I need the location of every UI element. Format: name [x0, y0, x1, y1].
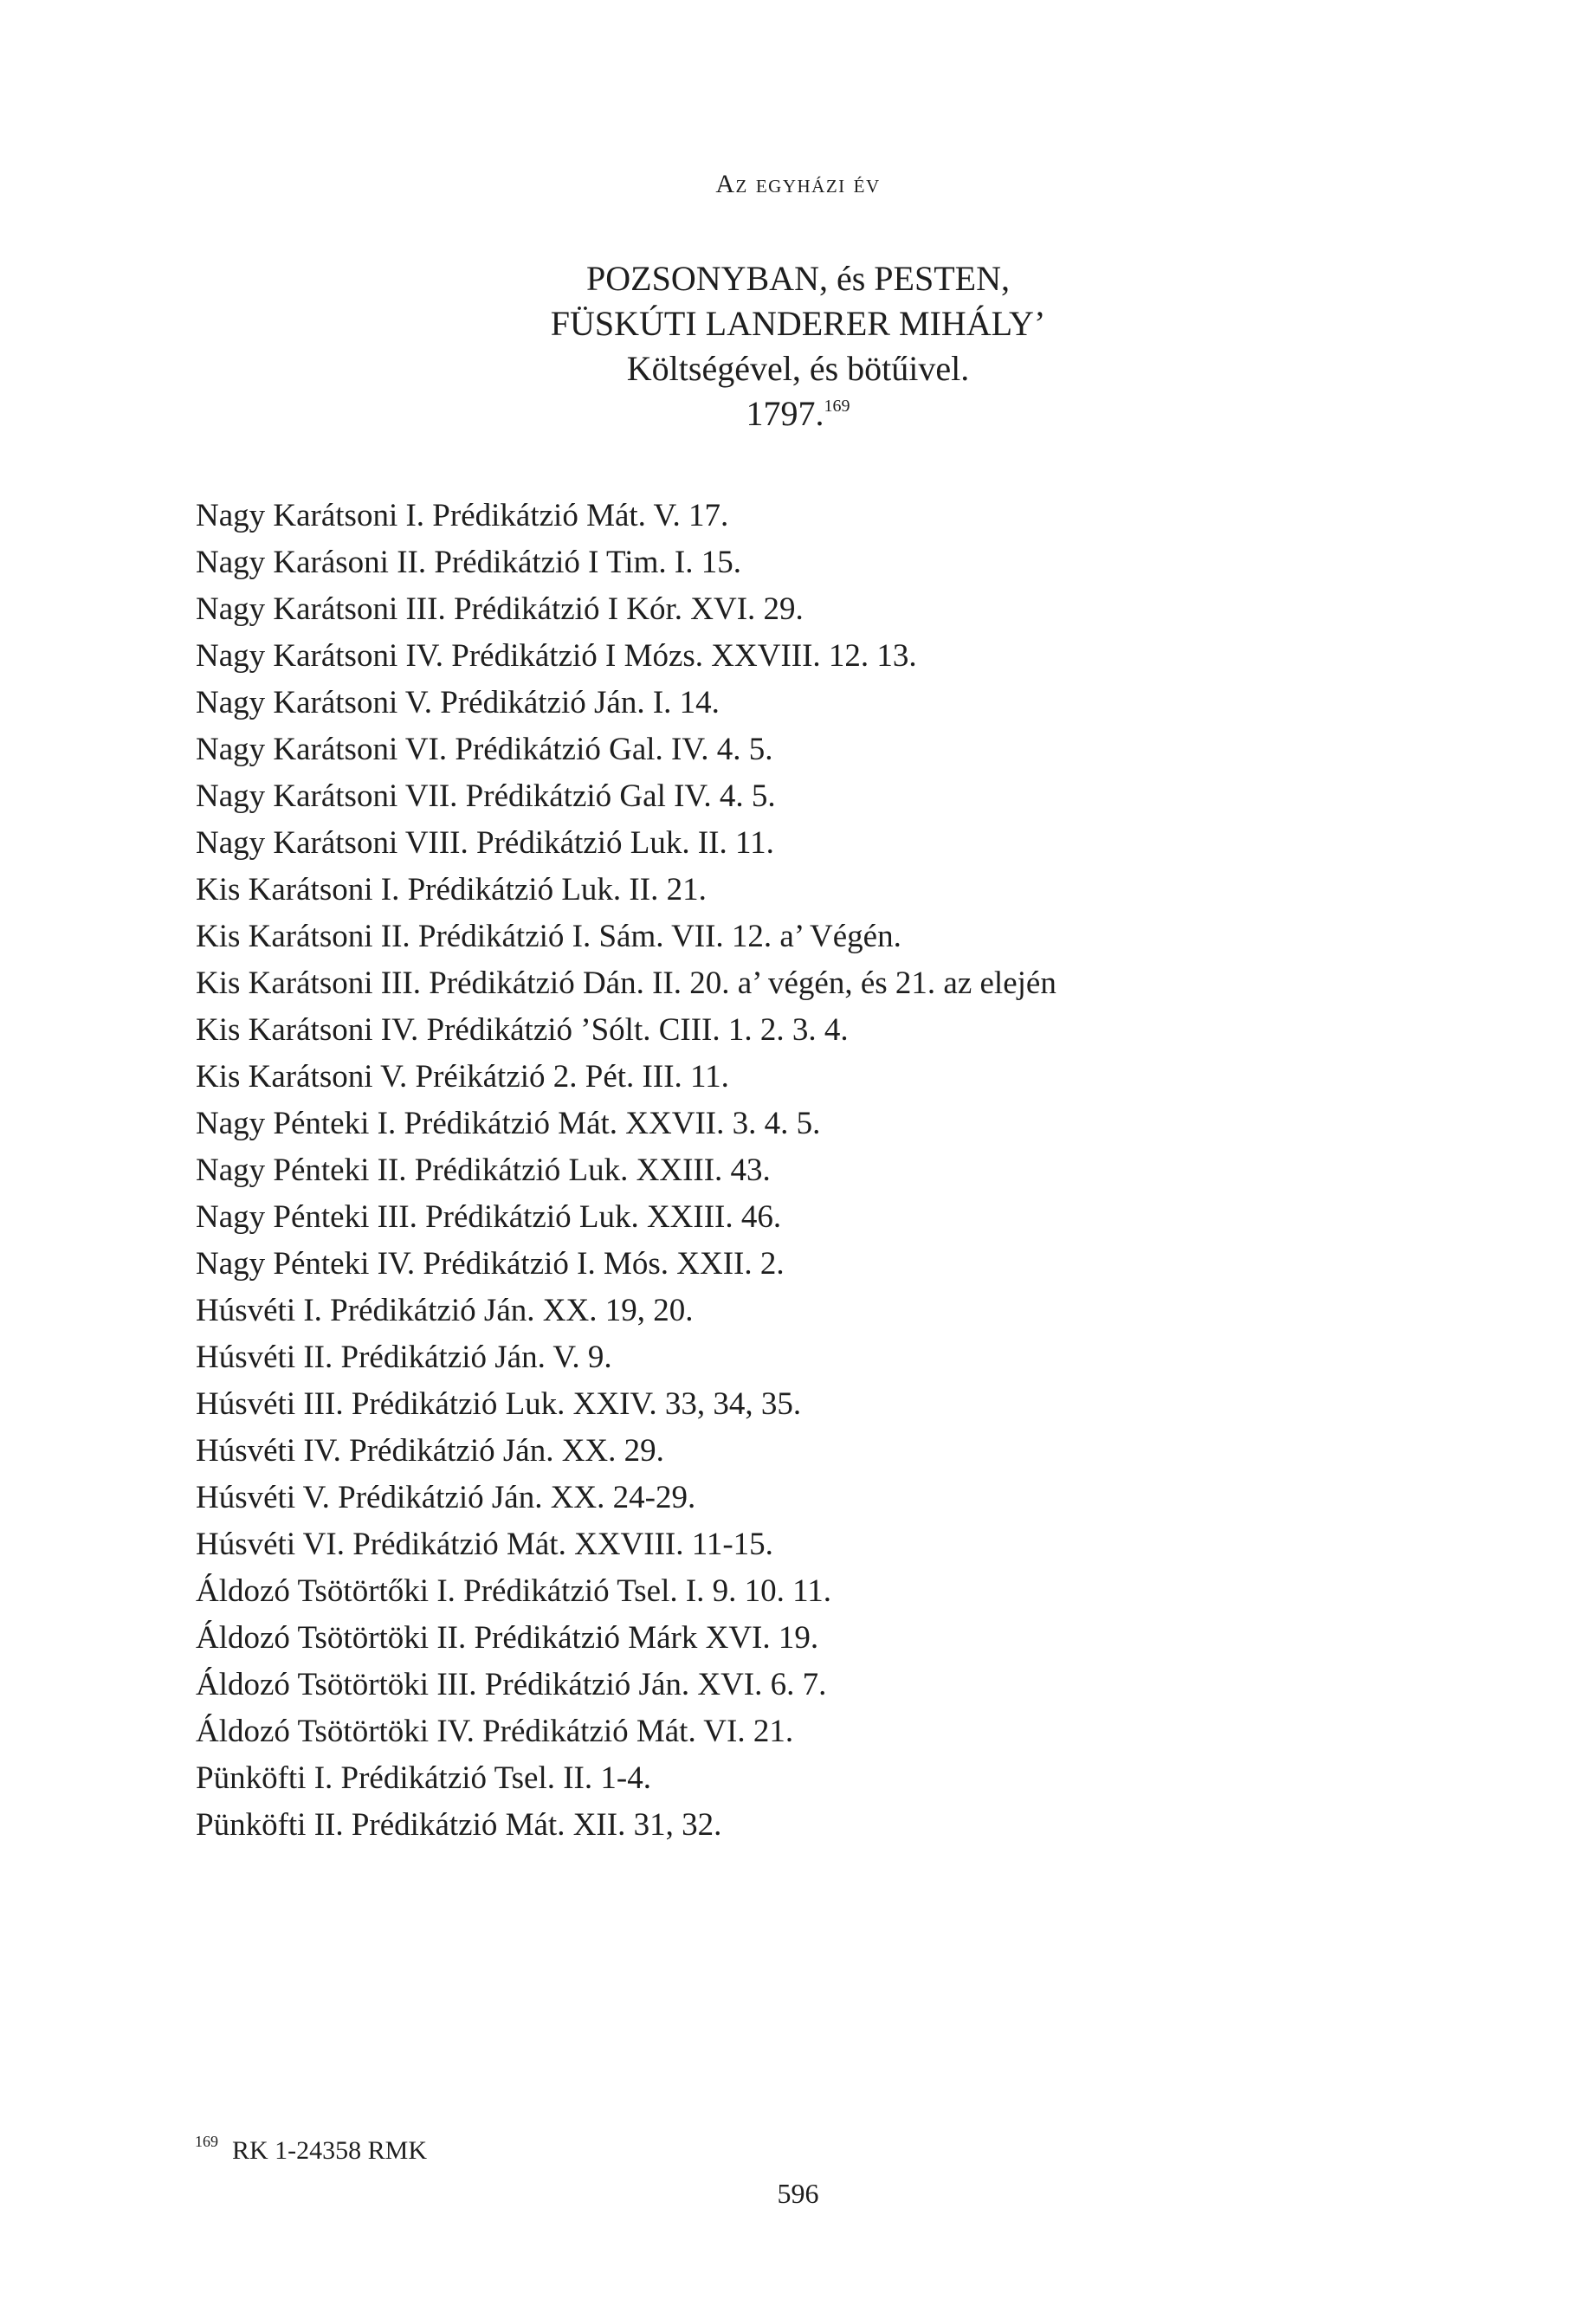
footnote: [195, 2133, 428, 2166]
list-item: Áldozó Tsötörtőki I. Prédikátzió Tsel. I. 9. 10. 11.: [196, 1573, 832, 1609]
list-item: Nagy Karátsoni IV. Prédikátzió I Mózs. XXVIII. 12. 13.: [196, 638, 917, 674]
footnote-text: RK 1-24358 RMK: [232, 2136, 428, 2165]
list-item: Húsvéti II. Prédikátzió Ján. V. 9.: [196, 1340, 612, 1375]
imprint-place: POZSONYBAN, és PESTEN,: [586, 259, 1010, 298]
list-item: Kis Karátsoni II. Prédikátzió I. Sám. VII. 12. a’ Végén.: [196, 919, 901, 954]
list-item: Nagy Pénteki III. Prédikátzió Luk. XXIII. 46.: [196, 1199, 782, 1235]
list-item: Kis Karátsoni I. Prédikátzió Luk. II. 21.: [196, 872, 707, 907]
list-item: Húsvéti V. Prédikátzió Ján. XX. 24-29.: [196, 1480, 696, 1515]
imprint-year-line: [0, 391, 1596, 436]
list-item: Húsvéti VI. Prédikátzió Mát. XXVIII. 11-15.: [196, 1527, 773, 1562]
list-item: Pünköfti I. Prédikátzió Tsel. II. 1-4.: [196, 1760, 651, 1796]
list-item: Áldozó Tsötörtöki IV. Prédikátzió Mát. VI. 21.: [196, 1714, 794, 1749]
running-header: Az egyházi év: [715, 170, 881, 198]
imprint-costs: Költségével, és bötűivel.: [626, 349, 970, 388]
list-item: Nagy Karásoni II. Prédikátzió I Tim. I. 15.: [196, 545, 741, 580]
list-item: Húsvéti III. Prédikátzió Luk. XXIV. 33, 34, 35.: [196, 1386, 802, 1422]
footnote-number: 169: [195, 2133, 218, 2150]
imprint-block: [0, 256, 1596, 436]
list-item: Kis Karátsoni IV. Prédikátzió ’Sólt. CIII. 1. 2. 3. 4.: [196, 1012, 849, 1048]
list-item: Nagy Karátsoni VIII. Prédikátzió Luk. II. 11.: [196, 825, 774, 861]
list-item: Áldozó Tsötörtöki III. Prédikátzió Ján. XVI. 6. 7.: [196, 1667, 827, 1702]
list-item: Húsvéti I. Prédikátzió Ján. XX. 19, 20.: [196, 1293, 694, 1328]
imprint-year: 1797.: [746, 394, 824, 433]
list-item: Nagy Karátsoni VI. Prédikátzió Gal. IV. 4. 5.: [196, 732, 773, 767]
list-item: Nagy Karátsoni III. Prédikátzió I Kór. XVI. 29.: [196, 591, 804, 627]
footnote-reference: 169: [824, 397, 850, 416]
list-item: Húsvéti IV. Prédikátzió Ján. XX. 29.: [196, 1433, 664, 1469]
list-item: Nagy Pénteki II. Prédikátzió Luk. XXIII. 43.: [196, 1153, 771, 1188]
imprint-printer: FÜSKÚTI LANDERER MIHÁLY’: [550, 304, 1046, 343]
list-item: Nagy Pénteki I. Prédikátzió Mát. XXVII. 3. 4. 5.: [196, 1106, 821, 1141]
list-item: Nagy Pénteki IV. Prédikátzió I. Mós. XXII. 2.: [196, 1246, 785, 1282]
list-item: Nagy Karátsoni V. Prédikátzió Ján. I. 14.: [196, 685, 720, 720]
list-item: Kis Karátsoni III. Prédikátzió Dán. II. 20. a’ végén, és 21. az elején: [196, 965, 1056, 1001]
list-item: Kis Karátsoni V. Préikátzió 2. Pét. III. 11.: [196, 1059, 729, 1095]
list-item: Áldozó Tsötörtöki II. Prédikátzió Márk XVI. 19.: [196, 1620, 819, 1656]
list-item: Nagy Karátsoni VII. Prédikátzió Gal IV. 4. 5.: [196, 778, 776, 814]
sermon-list: [196, 493, 1451, 1849]
page-number: 596: [777, 2178, 819, 2209]
list-item: Nagy Karátsoni I. Prédikátzió Mát. V. 17.: [196, 498, 729, 533]
list-item: Pünköfti II. Prédikátzió Mát. XII. 31, 32.: [196, 1807, 722, 1843]
